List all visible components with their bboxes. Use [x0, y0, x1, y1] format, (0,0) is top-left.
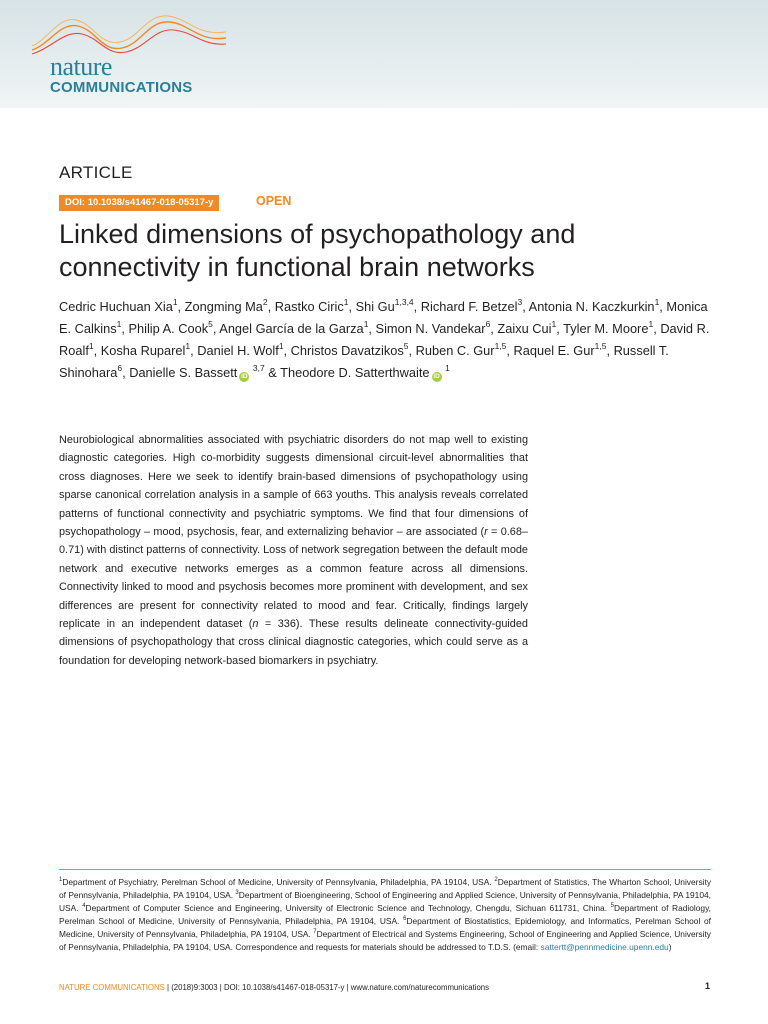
affiliation-text: Department of Biostatistics, Epidemiology, and Informatics, Perelman School of Medicine, University of Pennsylvania, Philadelphia, PA 19104, USA. [59, 916, 711, 939]
author-name[interactable]: Angel García de la Garza [219, 321, 364, 336]
author-name[interactable]: Danielle S. Bassett [129, 365, 238, 380]
author-affiliation-number: 1 [363, 319, 369, 329]
author-affiliation-number: 1 [278, 341, 284, 351]
author-name[interactable]: Shi Gu [355, 299, 395, 314]
author-name[interactable]: Christos Davatzikos [290, 343, 404, 358]
author-affiliation-number: 1 [551, 319, 557, 329]
author-affiliation-number: 1 [185, 341, 191, 351]
author-name[interactable]: David R. Roalf [59, 321, 710, 358]
author-affiliation-number: 1 [116, 319, 122, 329]
author-affiliation-number: 1,5 [594, 341, 607, 351]
logo-nature-text: nature [50, 52, 112, 81]
abstract: Neurobiological abnormalities associated with psychiatric disorders do not map well to existing diagnostic categories. High co-morbidity suggests dimensional circuit-level abnormalities that cross diagnoses. Here we seek to identify brain-based dimensions of psychopathology using sparse canonical correlation analysis in a sample of 663 youths. This analysis reveals correlated patterns of functional connectivity and psychiatric symptoms. We find that four dimensions of psychopathology – mood, psychosis, fear, and externalizing behavior – are associated (r = 0.68–0.71) with distinct patterns of connectivity. Loss of network segregation between the default mode network and executive networks emerges as a common feature across all dimensions. Connectivity linked to mood and psychosis becomes more prominent with development, and sex differences are present for connectivity related to mood and fear. Critically, findings largely replicate in an independent dataset (n = 336). These results delineate connectivity-guided dimensions of psychopathology that cross clinical diagnostic categories, which could serve as a foundation for developing network-based biomarkers in psychiatry. [59, 434, 528, 667]
author-name[interactable]: Tyler M. Moore [563, 321, 649, 336]
author-name[interactable]: Kosha Ruparel [100, 343, 186, 358]
logo-communications-text: COMMUNICATIONS [50, 79, 193, 96]
author-affiliation-number: 1 [88, 341, 94, 351]
author-affiliation-number: 1 [343, 297, 349, 307]
affiliation-number: 7 [313, 929, 317, 935]
affiliation-text: Department of Psychiatry, Perelman School of Medicine, University of Pennsylvania, Philadelphia, PA 19104, USA. [62, 877, 495, 887]
affiliation-text: Department of Radiology, Perelman School of Medicine, University of Pennsylvania, Philadelphia, PA 19104, USA. [59, 903, 711, 926]
author-affiliation-number: 1 [654, 297, 660, 307]
footer-journal-name: NATURE COMMUNICATIONS [59, 983, 165, 992]
orcid-icon[interactable]: iD [241, 373, 248, 380]
affiliation-number: 3 [235, 890, 239, 896]
affiliation-text: Department of Electrical and Systems Engineering, School of Engineering and Applied Science, University of Pennsylvania, Philadelphia, PA 19104, USA. [59, 929, 711, 952]
affiliation-number: 4 [82, 903, 86, 909]
author-affiliation-number: 5 [208, 319, 213, 329]
author-name[interactable]: Raquel E. Gur [513, 343, 595, 358]
author-name[interactable]: Daniel H. Wolf [197, 343, 279, 358]
author-affiliation-number: 1 [172, 297, 178, 307]
author-name[interactable]: Rastko Ciric [274, 299, 344, 314]
open-access-label: OPEN [256, 194, 292, 208]
author-affiliation-number: 1 [445, 363, 450, 373]
footer-citation: | (2018)9:3003 | DOI: 10.1038/s41467-018-05317-y | www.nature.com/naturecommunications [164, 983, 490, 992]
author-name[interactable]: Theodore D. Satterthwaite [280, 365, 430, 380]
affiliation-text: Department of Bioengineering, School of Engineering and Applied Science, University of Pennsylvania, Philadelphia, PA 19104, USA. [59, 890, 711, 913]
author-affiliation-number: 1 [648, 319, 654, 329]
author-name[interactable]: Richard F. Betzel [420, 299, 518, 314]
author-affiliation-number: 5 [403, 341, 409, 351]
author-affiliation-number: 2 [262, 297, 268, 307]
doi-badge[interactable]: DOI: 10.1038/s41467-018-05317-y [59, 195, 219, 211]
affiliation-number: 5 [610, 903, 615, 909]
article-title: Linked dimensions of psychopathology and connectivity in functional brain networks [59, 219, 576, 282]
author-name[interactable]: Monica E. Calkins [59, 299, 708, 336]
page-number: 1 [704, 981, 710, 991]
affiliation-text: Department of Computer Science and Engineering, University of Electronic Science and Technology, Chengdu, Sichuan 611731, China. [85, 903, 611, 913]
page-footer [59, 982, 711, 994]
affiliation-number: 2 [494, 877, 498, 883]
journal-header [0, 0, 768, 108]
affiliation-number: 6 [403, 916, 407, 922]
affiliation-number: 1 [59, 877, 63, 883]
orcid-icon[interactable]: iD [433, 373, 440, 380]
author-affiliation-number: 1,5 [494, 341, 507, 351]
author-affiliation-number: 1,3,4 [394, 297, 414, 307]
author-name[interactable]: Philip A. Cook [128, 321, 209, 336]
author-name[interactable]: Antonia N. Kaczkurkin [528, 299, 655, 314]
author-affiliation-number: 3 [517, 297, 523, 307]
article-type-label: ARTICLE [59, 163, 133, 182]
author-list: Cedric Huchuan Xia$^1$, Zongming Ma$^2$, Rastko Ciric$^1$, Shi Gu$^{1,3,4}$, Richard F. Betzel$^3$, Antonia N. Kaczkurkin$^1$, Monica E. Calkins$^1$, Philip A. Cook$^5$, Angel García de la Garza$^1$, Simon N. Vandekar$^6$, Zaixu Cui$^1$, Tyler M. Moore$^1$, David R. Roalf$^1$, Kosha Ruparel$^1$, Daniel H. Wolf$^1$, Christos Davatzikos$^5$, Ruben C. Gur$^{1,5}$, Raquel E. Gur$^{1,5}$, Russell T. Shinohara$^6$, Danielle S. Bassett iD $^{3,7}$ & Theodore D. Satterthwaite iD $^1$ [59, 297, 710, 380]
author-name[interactable]: Zongming Ma [184, 299, 263, 314]
author-name[interactable]: Simon N. Vandekar [375, 321, 486, 336]
affiliation-text: Department of Statistics, The Wharton School, University of Pennsylvania, Philadelphia, PA 19104, USA. [59, 877, 712, 900]
correspondence-email-link[interactable]: sattertt@pennmedicine.upenn.edu [540, 942, 669, 952]
author-name[interactable]: Cedric Huchuan Xia [59, 299, 173, 314]
stat-symbol: r [484, 526, 488, 539]
author-affiliation-number: 6 [485, 319, 491, 329]
author-affiliation-number: 3,7 [252, 363, 265, 373]
author-name[interactable]: Russell T. Shinohara [59, 343, 669, 380]
affiliations-divider [59, 869, 711, 870]
affiliations: $^1$Department of Psychiatry, Perelman School of Medicine, University of Pennsylvania, Philadelphia, PA 19104, USA. $^2$Department of Statistics, The Wharton School, University of Pennsylvania, Philadelphia, PA 19104, USA. $^3$Department of Bioengineering, School of Engineering and Applied Science, University of Pennsylvania, Philadelphia, PA 19104, USA. $^4$Department of Computer Science and Engineering, University of Electronic Science and Technology, Chengdu, Sichuan 611731, China. $^5$Department of Radiology, Perelman School of Medicine, University of Pennsylvania, Philadelphia, PA 19104, USA. $^6$Department of Biostatistics, Epidemiology, and Informatics, Perelman School of Medicine, University of Pennsylvania, Philadelphia, PA 19104, USA. $^7$Department of Electrical and Systems Engineering, School of Engineering and Applied Science, University of Pennsylvania, Philadelphia, PA 19104, USA. Correspondence and requests for materials should be addressed to T.D.S. (email: sattertt@pennmedicine.upenn.edu) [59, 877, 712, 952]
author-name[interactable]: Ruben C. Gur [415, 343, 495, 358]
author-affiliation-number: 6 [117, 363, 123, 373]
author-name[interactable]: Zaixu Cui [497, 321, 552, 336]
stat-symbol: n [252, 618, 259, 631]
